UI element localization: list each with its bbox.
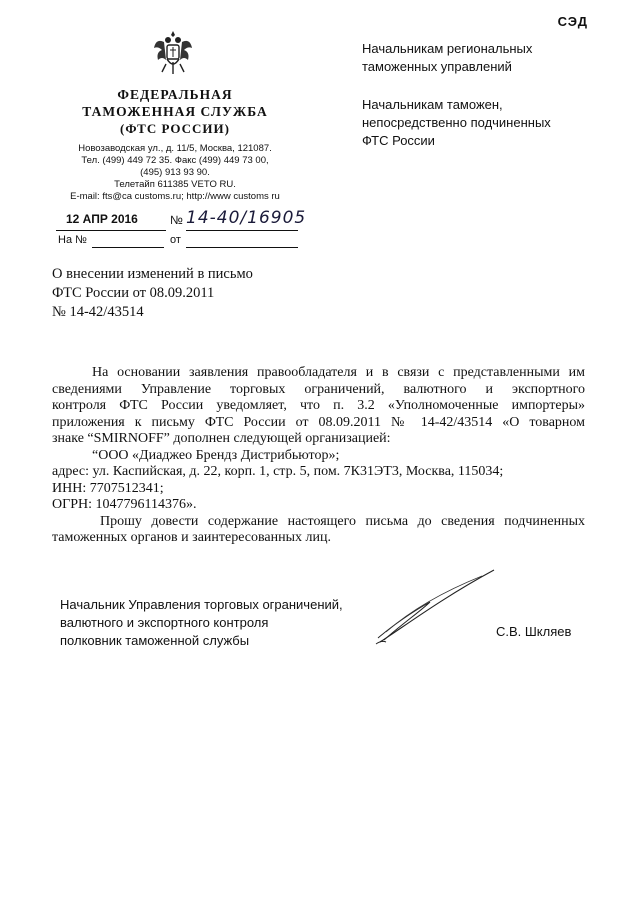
addressee-2-line2: непосредственно подчиненных <box>362 115 551 130</box>
body-line: сведениями Управление торговых ограничений, валютного и экспортного <box>52 381 585 397</box>
sender-teletype: Телетайп 611385 VETO RU. <box>114 179 236 190</box>
signatory-title-line: полковник таможенной службы <box>60 633 250 648</box>
letter-subject <box>52 265 253 322</box>
addressee-2-line1: Начальникам таможен, <box>362 97 503 112</box>
registration-number-label: № <box>170 213 183 227</box>
body-paragraph-2-line2: таможенных органов и заинтересованных лиц. <box>52 530 331 545</box>
sender-org-name-line2: ТАМОЖЕННАЯ СЛУЖБА <box>82 104 268 119</box>
reference-number-label: На № <box>58 234 87 246</box>
sender-org-abbreviation: (ФТС РОССИИ) <box>120 121 230 136</box>
body-paragraph-2-line1: Прошу довести содержание настоящего письма до сведения подчиненных <box>100 513 585 529</box>
reference-number-line <box>92 247 164 248</box>
sender-email-web: E-mail: fts@ca customs.ru; http://www customs ru <box>70 191 280 202</box>
body-line: приложения к письму ФТС России от 08.09.2011 № 14-42/43514 «О товарном <box>52 414 585 430</box>
signatory-name: С.В. Шкляев <box>496 624 572 639</box>
addressee-2-line3: ФТС России <box>362 133 435 148</box>
sender-phone-fax: Тел. (499) 449 72 35. Факс (499) 449 73 00, <box>81 155 269 166</box>
signatory-title-line: валютного и экспортного контроля <box>60 615 269 630</box>
addressee-1-line2: таможенных управлений <box>362 59 512 74</box>
registration-date-stamp: 12 АПР 2016 <box>66 212 138 226</box>
sender-address: Новозаводская ул., д. 11/5, Москва, 121087. <box>78 143 272 154</box>
registration-number-line <box>186 230 298 231</box>
sender-org-name-line1: ФЕДЕРАЛЬНАЯ <box>117 87 233 102</box>
signatory-title-line: Начальник Управления торговых ограничений, <box>60 597 343 612</box>
body-line: контроля ФТС России уведомляет, что п. 3.2 «Уполномоченные импортеры» <box>52 398 585 413</box>
subject-line: № 14-42/43514 <box>52 304 144 320</box>
body-line: На основании заявления правообладателя и в связи с представленными им <box>92 365 585 380</box>
importer-ogrn: ОГРН: 1047796114376». <box>52 497 197 512</box>
registration-number-handwritten: 14-40/16905 <box>186 208 307 228</box>
registration-date-line <box>56 230 166 231</box>
coat-of-arms-emblem-icon <box>152 28 194 78</box>
body-line: знаке “SMIRNOFF” дополнен следующей организацией: <box>52 431 391 446</box>
document-type-mark: СЭД <box>557 14 588 29</box>
subject-line: О внесении изменений в письмо <box>52 266 253 282</box>
importer-name: “ООО «Диаджео Брендз Дистрибьютор»; <box>92 447 340 463</box>
subject-line: ФТС России от 08.09.2011 <box>52 285 215 301</box>
reference-date-line <box>186 247 298 248</box>
reference-date-label: от <box>170 234 181 246</box>
signatory-title <box>60 596 343 650</box>
importer-inn: ИНН: 7707512341; <box>52 480 164 496</box>
addressee-1-line1: Начальникам региональных <box>362 41 533 56</box>
sender-phone-extra: (495) 913 93 90. <box>140 167 210 178</box>
handwritten-signature <box>372 568 500 648</box>
body-paragraph-1 <box>52 365 585 547</box>
importer-address: адрес: ул. Каспийская, д. 22, корп. 1, стр. 5, пом. 7К31ЭТ3, Москва, 115034; <box>52 464 504 479</box>
